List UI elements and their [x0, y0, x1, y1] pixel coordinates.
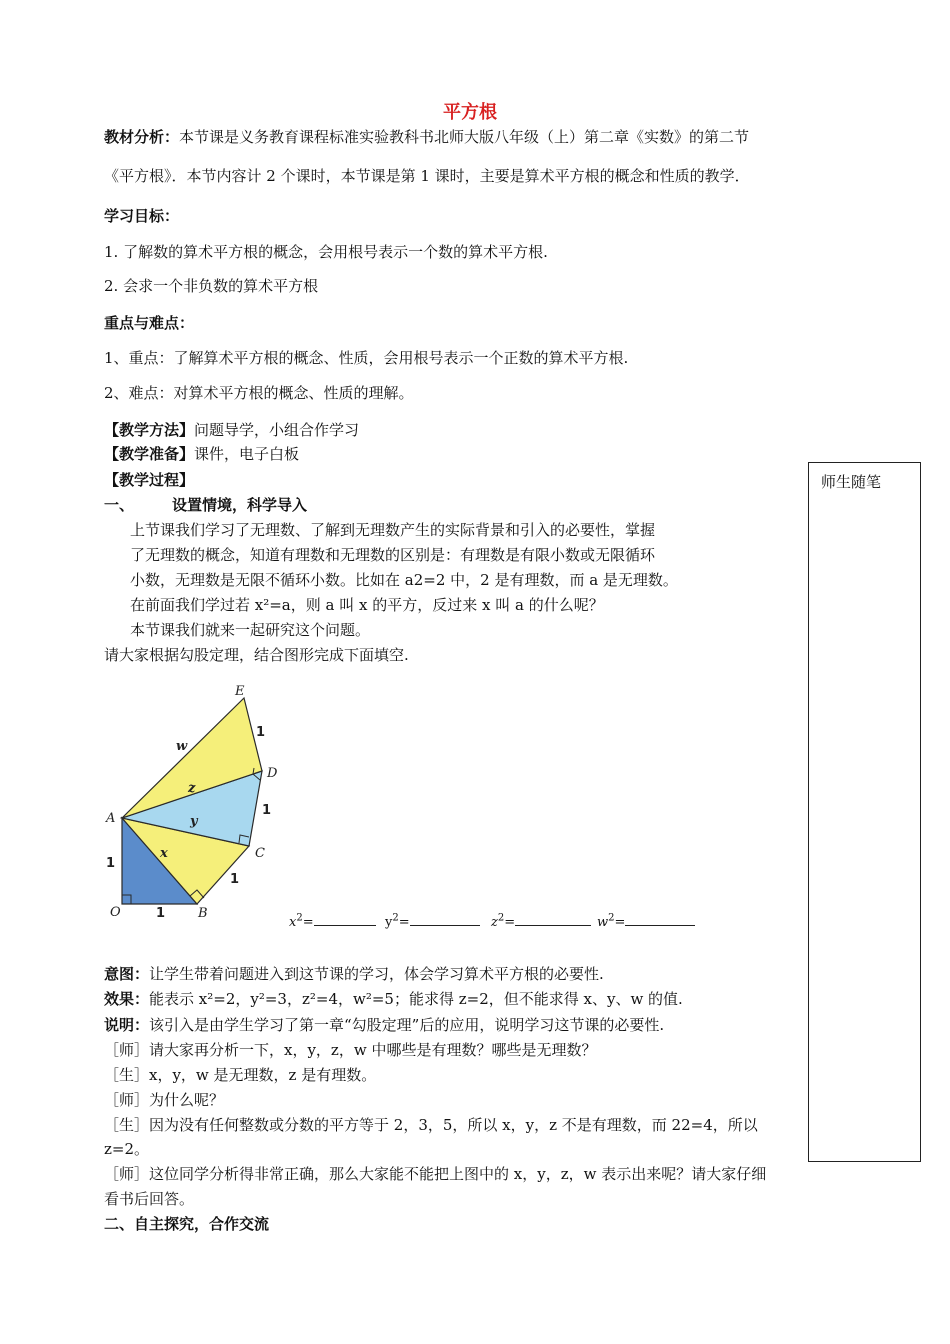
blank-x-var: x [289, 915, 297, 930]
blank-y-field[interactable] [410, 911, 480, 926]
segment-label-oa: 1 [106, 856, 116, 871]
blank-w-sup: 2 [608, 912, 615, 924]
dialogue-line-6: ［师］这位同学分析得非常正确，那么大家能不能把上图中的 x，y，z，w 表示出来呢？请大家仔细 [104, 1165, 767, 1183]
intent-line [104, 964, 604, 984]
goal-item-2: 2. 会求一个非负数的算术平方根 [104, 277, 319, 295]
blank-y-eq: = [398, 915, 410, 930]
analysis-line-1 [104, 127, 749, 147]
effect-text: 能表示 x²=2，y²=3，z²=4，w²=5；能求得 z=2，但不能求得 x、y、w 的值. [149, 990, 683, 1008]
note-text: 该引入是由学生学习了第一章“勾股定理”后的应用，说明学习这节课的必要性. [149, 1016, 665, 1034]
analysis-text-1: 本节课是义务教育课程标准实验教科书北师大版八年级（上）第二章《实数》的第二节 [179, 128, 750, 146]
blank-z-sup: 2 [497, 912, 505, 924]
intro-line-5: 本节课我们就来一起研究这个问题。 [130, 621, 371, 639]
analysis-label: 教材分析： [104, 128, 180, 146]
segment-label-z: z [188, 781, 196, 796]
point-label-b: B [198, 906, 208, 921]
intro-line-1: 上节课我们学习了无理数、了解到无理数产生的实际背景和引入的必要性，掌握 [130, 521, 656, 539]
section-1-num: 一、 [104, 496, 135, 514]
segment-label-y: y [190, 814, 198, 829]
blank-z-eq: = [504, 915, 516, 930]
prep-text: 课件，电子白板 [194, 445, 300, 463]
pythagoras-spiral-figure [104, 676, 284, 926]
sidebar-label: 师生随笔 [821, 473, 882, 491]
blank-w-eq: = [614, 915, 626, 930]
point-label-a: A [106, 811, 116, 826]
effect-line [104, 989, 683, 1009]
point-label-d: D [267, 766, 278, 781]
section-1-title: 设置情境，科学导入 [172, 496, 308, 514]
prep-line [104, 444, 299, 464]
blank-z [491, 911, 591, 933]
intent-label: 意图： [104, 965, 150, 983]
intro-line-4: 在前面我们学过若 x²=a，则 a 叫 x 的平方，反过来 x 叫 a 的什么呢？ [130, 596, 604, 614]
blank-w-field[interactable] [625, 911, 695, 926]
dialogue-line-7: 看书后回答。 [104, 1190, 195, 1208]
blank-x-field[interactable] [314, 911, 376, 926]
point-label-e: E [235, 684, 245, 699]
instruction: 请大家根据勾股定理，结合图形完成下面填空. [104, 646, 409, 664]
blank-x-eq: = [302, 915, 314, 930]
segment-label-cd: 1 [262, 803, 272, 818]
blank-y [385, 911, 480, 933]
section-2-heading: 二、自主探究，合作交流 [104, 1215, 270, 1233]
dialogue-line-2: ［生］x，y，w 是无理数，z 是有理数。 [104, 1066, 377, 1084]
segment-label-de: 1 [256, 725, 266, 740]
prep-label: 【教学准备】 [104, 445, 195, 463]
method-label: 【教学方法】 [104, 421, 195, 439]
intro-line-3: 小数，无理数是无限不循环小数。比如在 a2=2 中，2 是有理数，而 a 是无理数。 [130, 571, 678, 589]
blank-w-var: w [597, 915, 609, 930]
intent-text: 让学生带着问题进入到这节课的学习，体会学习算术平方根的必要性. [149, 965, 604, 983]
analysis-line-2: 《平方根》．本节内容计 2 个课时，本节课是第 1 课时，主要是算术平方根的概念和性质的教学． [104, 167, 750, 185]
notes-sidebar-box [808, 462, 921, 1162]
blank-z-var: z [491, 915, 498, 930]
goals-label: 学习目标： [104, 207, 180, 225]
point-label-c: C [255, 846, 265, 861]
keypoints-label: 重点与难点： [104, 314, 195, 332]
effect-label: 效果： [104, 990, 150, 1008]
blank-x-sup: 2 [296, 912, 303, 924]
segment-label-w: w [176, 739, 188, 754]
note-label: 说明： [104, 1016, 150, 1034]
segment-label-bc: 1 [230, 872, 240, 887]
blank-x [289, 911, 376, 933]
dialogue-line-3: ［师］为什么呢？ [104, 1091, 225, 1109]
blank-w [597, 911, 695, 933]
keypoint-item-2: 2、难点：对算术平方根的概念、性质的理解。 [104, 384, 414, 402]
section-1-heading [104, 495, 307, 515]
intro-line-2: 了无理数的概念，知道有理数和无理数的区别是：有理数是有限小数或无限循环 [130, 546, 656, 564]
process-label: 【教学过程】 [104, 471, 195, 489]
goal-item-1: 1. 了解数的算术平方根的概念，会用根号表示一个数的算术平方根. [104, 243, 548, 261]
method-line [104, 420, 359, 440]
dialogue-line-4: ［生］因为没有任何整数或分数的平方等于 2，3，5，所以 x，y，z 不是有理数，而 22=4，所以 [104, 1116, 758, 1134]
blank-y-sup: 2 [392, 912, 399, 924]
page-title: 平方根 [443, 102, 497, 123]
segment-label-ob: 1 [156, 906, 166, 921]
blank-z-field[interactable] [515, 911, 591, 926]
point-label-o: O [110, 905, 121, 920]
blank-y-var: y [385, 915, 393, 930]
note-line [104, 1015, 664, 1035]
dialogue-line-1: ［师］请大家再分析一下，x，y，z，w 中哪些是有理数？哪些是无理数？ [104, 1041, 597, 1059]
dialogue-line-5: z=2。 [104, 1140, 150, 1158]
method-text: 问题导学，小组合作学习 [194, 421, 360, 439]
keypoint-item-1: 1、重点：了解算术平方根的概念、性质，会用根号表示一个正数的算术平方根. [104, 349, 629, 367]
segment-label-x: x [160, 846, 168, 861]
